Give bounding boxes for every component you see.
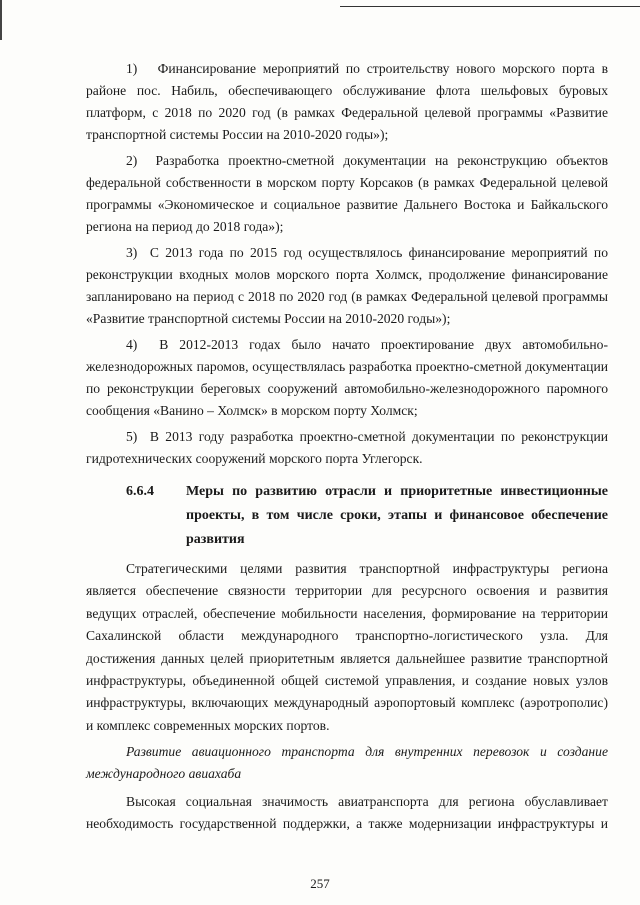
left-margin-mark	[0, 0, 2, 40]
section-number: 6.6.4	[126, 484, 154, 499]
list-item: 1) Финансирование мероприятий по строительству нового морского порта в районе пос. Набиль, обеспечивающего обслуживание флота шельфовых буровых платформ, с 2018 по 2020 год (в рамках Федеральной целевой программы «Развитие транспортной системы России на 2010-2020 годы»);	[86, 61, 608, 142]
subheading: Развитие авиационного транспорта для внутренних перевозок и создание международного авиахаба	[86, 744, 608, 782]
section-title-line2: проекты, в том числе сроки, этапы и финансовое обеспечение	[186, 508, 608, 523]
list-item: 2) Разработка проектно-сметной документации на реконструкцию объектов федеральной собственности в морском порту Корсаков (в рамках Федеральной целевой программы «Экономическое и социальное развитие Дальнего Востока и Байкальского региона на период до 2018 года»);	[86, 153, 608, 234]
section-title-line1: Меры по развитию отрасли и приоритетные инвестиционные	[186, 484, 608, 499]
list-item: 3) С 2013 года по 2015 год осуществлялось финансирование мероприятий по реконструкции входных молов морского порта Холмск, продолжение финансирование запланировано на период с 2018 по 2020 год (в рамках Федеральной целевой программы «Развитие транспортной системы России на 2010-2020 годы»);	[86, 245, 608, 326]
body-paragraph-continued: Высокая социальная значимость авиатранспорта для региона обуславливает необходимость государственной поддержки, а также модернизации инфраструктуры и	[86, 794, 608, 832]
section-heading	[86, 480, 608, 552]
body-paragraph: Стратегическими целями развития транспортной инфраструктуры региона является обеспечение связности территории для ресурсного освоения и развития ведущих отраслей, обеспечение мобильности населения, формирование на территории Сахалинской области международного транспортно-логистического узла. Для достижения данных целей приоритетным является дальнейшее развитие транспортной инфраструктуры, объединенной общей системой управления, и создание новых узлов инфраструктуры, включающих международный аэропортовый комплекс (аэротрополис) и комплекс современных морских портов.	[86, 561, 608, 733]
page-number: 257	[310, 876, 330, 891]
list-item: 4) В 2012-2013 годах было начато проектирование двух автомобильно-железнодорожных паромов, осуществлялась разработка проектно-сметной документации по реконструкции береговых сооружений автомобильно-железнодорожного паромного сообщения «Ванино – Холмск» в морском порту Холмск;	[86, 337, 608, 418]
top-rule	[340, 6, 640, 7]
document-page	[86, 58, 608, 839]
list-item: 5) В 2013 году разработка проектно-сметной документации по реконструкции гидротехнических сооружений морского порта Углегорск.	[86, 429, 608, 466]
section-title-line3: развития	[186, 532, 245, 547]
